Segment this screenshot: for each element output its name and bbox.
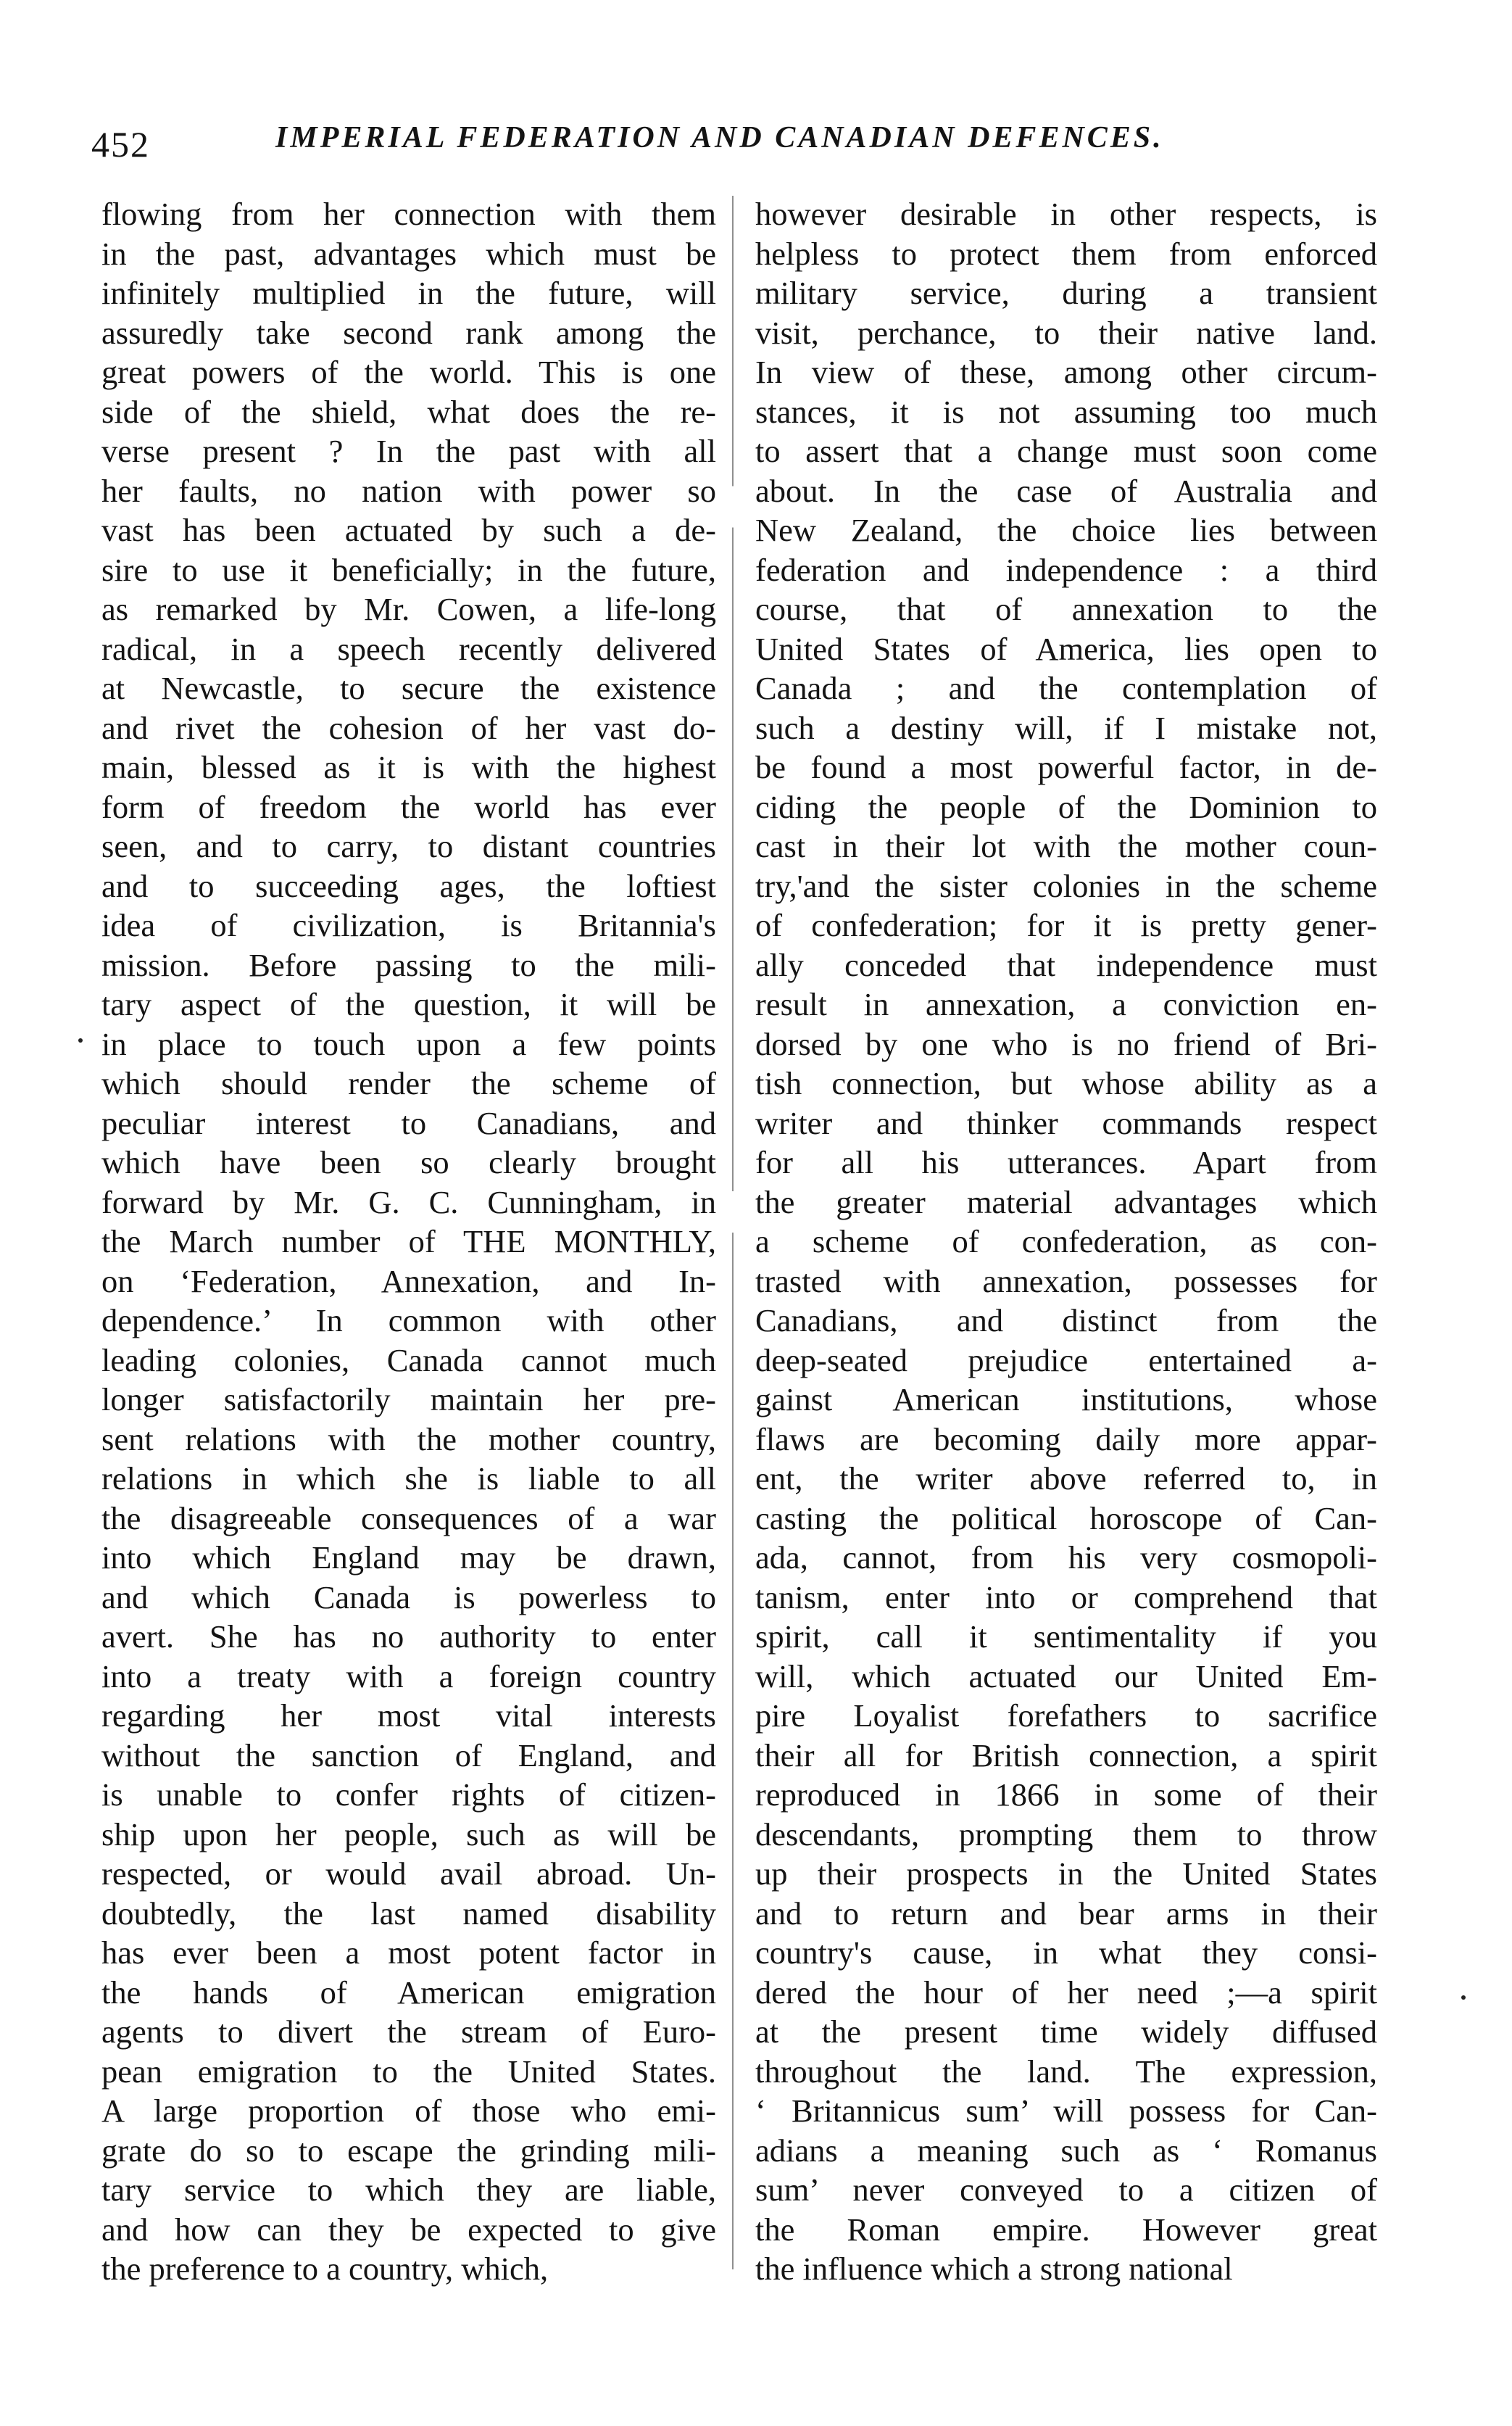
text-line: doubtedly, the last named disability — [101, 1895, 716, 1932]
text-line: forward by Mr. G. C. Cunningham, in — [101, 1183, 716, 1220]
text-line: writer and thinker commands respect — [755, 1104, 1377, 1141]
text-line: which have been so clearly brought — [101, 1144, 716, 1180]
text-line: a scheme of confederation, as con- — [755, 1223, 1377, 1259]
text-line: be found a most powerful factor, in de- — [755, 749, 1377, 785]
text-line: the March number of THE MONTHLY, — [101, 1223, 716, 1259]
text-line: In view of these, among other circum- — [755, 354, 1377, 390]
text-line: sent relations with the mother country, — [101, 1420, 716, 1457]
text-line: is unable to confer rights of citizen- — [101, 1776, 716, 1813]
text-line: Canada ; and the contemplation of — [755, 670, 1377, 706]
text-line: ent, the writer above referred to, in — [755, 1460, 1377, 1496]
text-line: casting the political horoscope of Can- — [755, 1499, 1377, 1536]
text-line: and which Canada is powerless to — [101, 1578, 716, 1615]
text-line: Canadians, and distinct from the — [755, 1302, 1377, 1338]
text-line: tary service to which they are liable, — [101, 2172, 716, 2208]
text-line: peculiar interest to Canadians, and — [101, 1104, 716, 1141]
text-line: main, blessed as it is with the highest — [101, 749, 716, 785]
text-line: pire Loyalist forefathers to sacrifice — [755, 1697, 1377, 1734]
text-line: of confederation; for it is pretty gener- — [755, 907, 1377, 943]
text-line: gainst American institutions, whose — [755, 1381, 1377, 1417]
text-line: ciding the people of the Dominion to — [755, 788, 1377, 825]
text-line: verse present ? In the past with all — [101, 433, 716, 469]
text-line: tary aspect of the question, it will be — [101, 986, 716, 1022]
text-line: agents to divert the stream of Euro- — [101, 2013, 716, 2050]
text-line: assuredly take second rank among the — [101, 314, 716, 351]
text-line: A large proportion of those who emi- — [101, 2092, 716, 2129]
text-line: into which England may be drawn, — [101, 1539, 716, 1576]
text-line: adians a meaning such as ‘ Romanus — [755, 2132, 1377, 2169]
text-line: in the past, advantages which must be — [101, 235, 716, 272]
text-line: idea of civilization, is Britannia's — [101, 907, 716, 943]
text-line: respected, or would avail abroad. Un- — [101, 1855, 716, 1892]
text-line: the greater material advantages which — [755, 1183, 1377, 1220]
text-line: great powers of the world. This is one — [101, 354, 716, 390]
text-line: however desirable in other respects, is — [755, 196, 1377, 232]
text-line: about. In the case of Australia and — [755, 472, 1377, 509]
text-line: cast in their lot with the mother coun- — [755, 828, 1377, 864]
text-line: New Zealand, the choice lies between — [755, 512, 1377, 548]
text-line: relations in which she is liable to all — [101, 1460, 716, 1496]
text-line: mission. Before passing to the mili- — [101, 946, 716, 983]
text-line: tanism, enter into or comprehend that — [755, 1578, 1377, 1615]
text-line: dependence.’ In common with other — [101, 1302, 716, 1338]
text-line: grate do so to escape the grinding mili- — [101, 2132, 716, 2169]
text-line: spirit, call it sentimentality if you — [755, 1618, 1377, 1655]
text-line: for all his utterances. Apart from — [755, 1144, 1377, 1180]
text-line: and to return and bear arms in their — [755, 1895, 1377, 1932]
text-line: their all for British connection, a spirit — [755, 1736, 1377, 1773]
text-line: try,'and the sister colonies in the scheme — [755, 867, 1377, 904]
column-divider — [732, 196, 734, 2269]
text-line: United States of America, lies open to — [755, 630, 1377, 667]
text-line: pean emigration to the United States. — [101, 2053, 716, 2090]
text-line: seen, and to carry, to distant countries — [101, 828, 716, 864]
text-line: form of freedom the world has ever — [101, 788, 716, 825]
text-line: the hands of American emigration — [101, 1974, 716, 2011]
text-line: infinitely multiplied in the future, will — [101, 275, 716, 311]
text-line: dorsed by one who is no friend of Bri- — [755, 1025, 1377, 1062]
text-line: and how can they be expected to give — [101, 2211, 716, 2248]
text-line: at the present time widely diffused — [755, 2013, 1377, 2050]
page-number: 452 — [91, 124, 150, 165]
text-line: ally conceded that independence must — [755, 946, 1377, 983]
text-line: leading colonies, Canada cannot much — [101, 1341, 716, 1378]
text-line: without the sanction of England, and — [101, 1736, 716, 1773]
text-line: reproduced in 1866 in some of their — [755, 1776, 1377, 1813]
text-line: such a destiny will, if I mistake not, — [755, 709, 1377, 746]
text-line: result in annexation, a conviction en- — [755, 986, 1377, 1022]
left-column — [101, 194, 716, 2289]
text-line: the disagreeable consequences of a war — [101, 1499, 716, 1536]
text-line: dered the hour of her need ;—a spirit — [755, 1974, 1377, 2011]
text-line: longer satisfactorily maintain her pre- — [101, 1381, 716, 1417]
text-line: deep-seated prejudice entertained a- — [755, 1341, 1377, 1378]
text-line: to assert that a change must soon come — [755, 433, 1377, 469]
text-line: tish connection, but whose ability as a — [755, 1065, 1377, 1101]
running-title: IMPERIAL FEDERATION AND CANADIAN DEFENCES. — [275, 121, 1164, 154]
text-line: the Roman empire. However great — [755, 2211, 1377, 2248]
print-speck — [78, 1038, 83, 1043]
print-speck — [1461, 1995, 1466, 2000]
text-line: and rivet the cohesion of her vast do- — [101, 709, 716, 746]
text-line: the influence which a strong national — [755, 2251, 1233, 2287]
text-line: avert. She has no authority to enter — [101, 1618, 716, 1655]
text-line: regarding her most vital interests — [101, 1697, 716, 1734]
text-line: country's cause, in what they consi- — [755, 1934, 1377, 1971]
text-line: throughout the land. The expression, — [755, 2053, 1377, 2090]
text-line: in place to touch upon a few points — [101, 1025, 716, 1062]
text-line: flaws are becoming daily more appar- — [755, 1420, 1377, 1457]
text-line: which should render the scheme of — [101, 1065, 716, 1101]
text-line: and to succeeding ages, the loftiest — [101, 867, 716, 904]
text-line: military service, during a transient — [755, 275, 1377, 311]
text-line: visit, perchance, to their native land. — [755, 314, 1377, 351]
text-line: helpless to protect them from enforced — [755, 235, 1377, 272]
text-line: side of the shield, what does the re- — [101, 393, 716, 430]
text-line: as remarked by Mr. Cowen, a life-long — [101, 591, 716, 627]
text-line: ada, cannot, from his very cosmopoli- — [755, 1539, 1377, 1576]
text-line: trasted with annexation, possesses for — [755, 1262, 1377, 1299]
right-column — [755, 194, 1377, 2289]
text-line: flowing from her connection with them — [101, 196, 716, 232]
text-line: radical, in a speech recently delivered — [101, 630, 716, 667]
text-line: the preference to a country, which, — [101, 2251, 549, 2287]
text-line: will, which actuated our United Em- — [755, 1657, 1377, 1694]
text-line: on ‘Federation, Annexation, and In- — [101, 1262, 716, 1299]
text-line: at Newcastle, to secure the existence — [101, 670, 716, 706]
text-line: has ever been a most potent factor in — [101, 1934, 716, 1971]
text-line: into a treaty with a foreign country — [101, 1657, 716, 1694]
text-line: descendants, prompting them to throw — [755, 1816, 1377, 1852]
text-line: course, that of annexation to the — [755, 591, 1377, 627]
text-line: ship upon her people, such as will be — [101, 1816, 716, 1852]
text-line: ‘ Britannicus sum’ will possess for Can- — [755, 2092, 1377, 2129]
text-line: stances, it is not assuming too much — [755, 393, 1377, 430]
text-line: vast has been actuated by such a de- — [101, 512, 716, 548]
text-line: her faults, no nation with power so — [101, 472, 716, 509]
text-line: sum’ never conveyed to a citizen of — [755, 2172, 1377, 2208]
text-line: up their prospects in the United States — [755, 1855, 1377, 1892]
text-line: federation and independence : a third — [755, 551, 1377, 588]
text-line: sire to use it beneficially; in the future, — [101, 551, 716, 588]
